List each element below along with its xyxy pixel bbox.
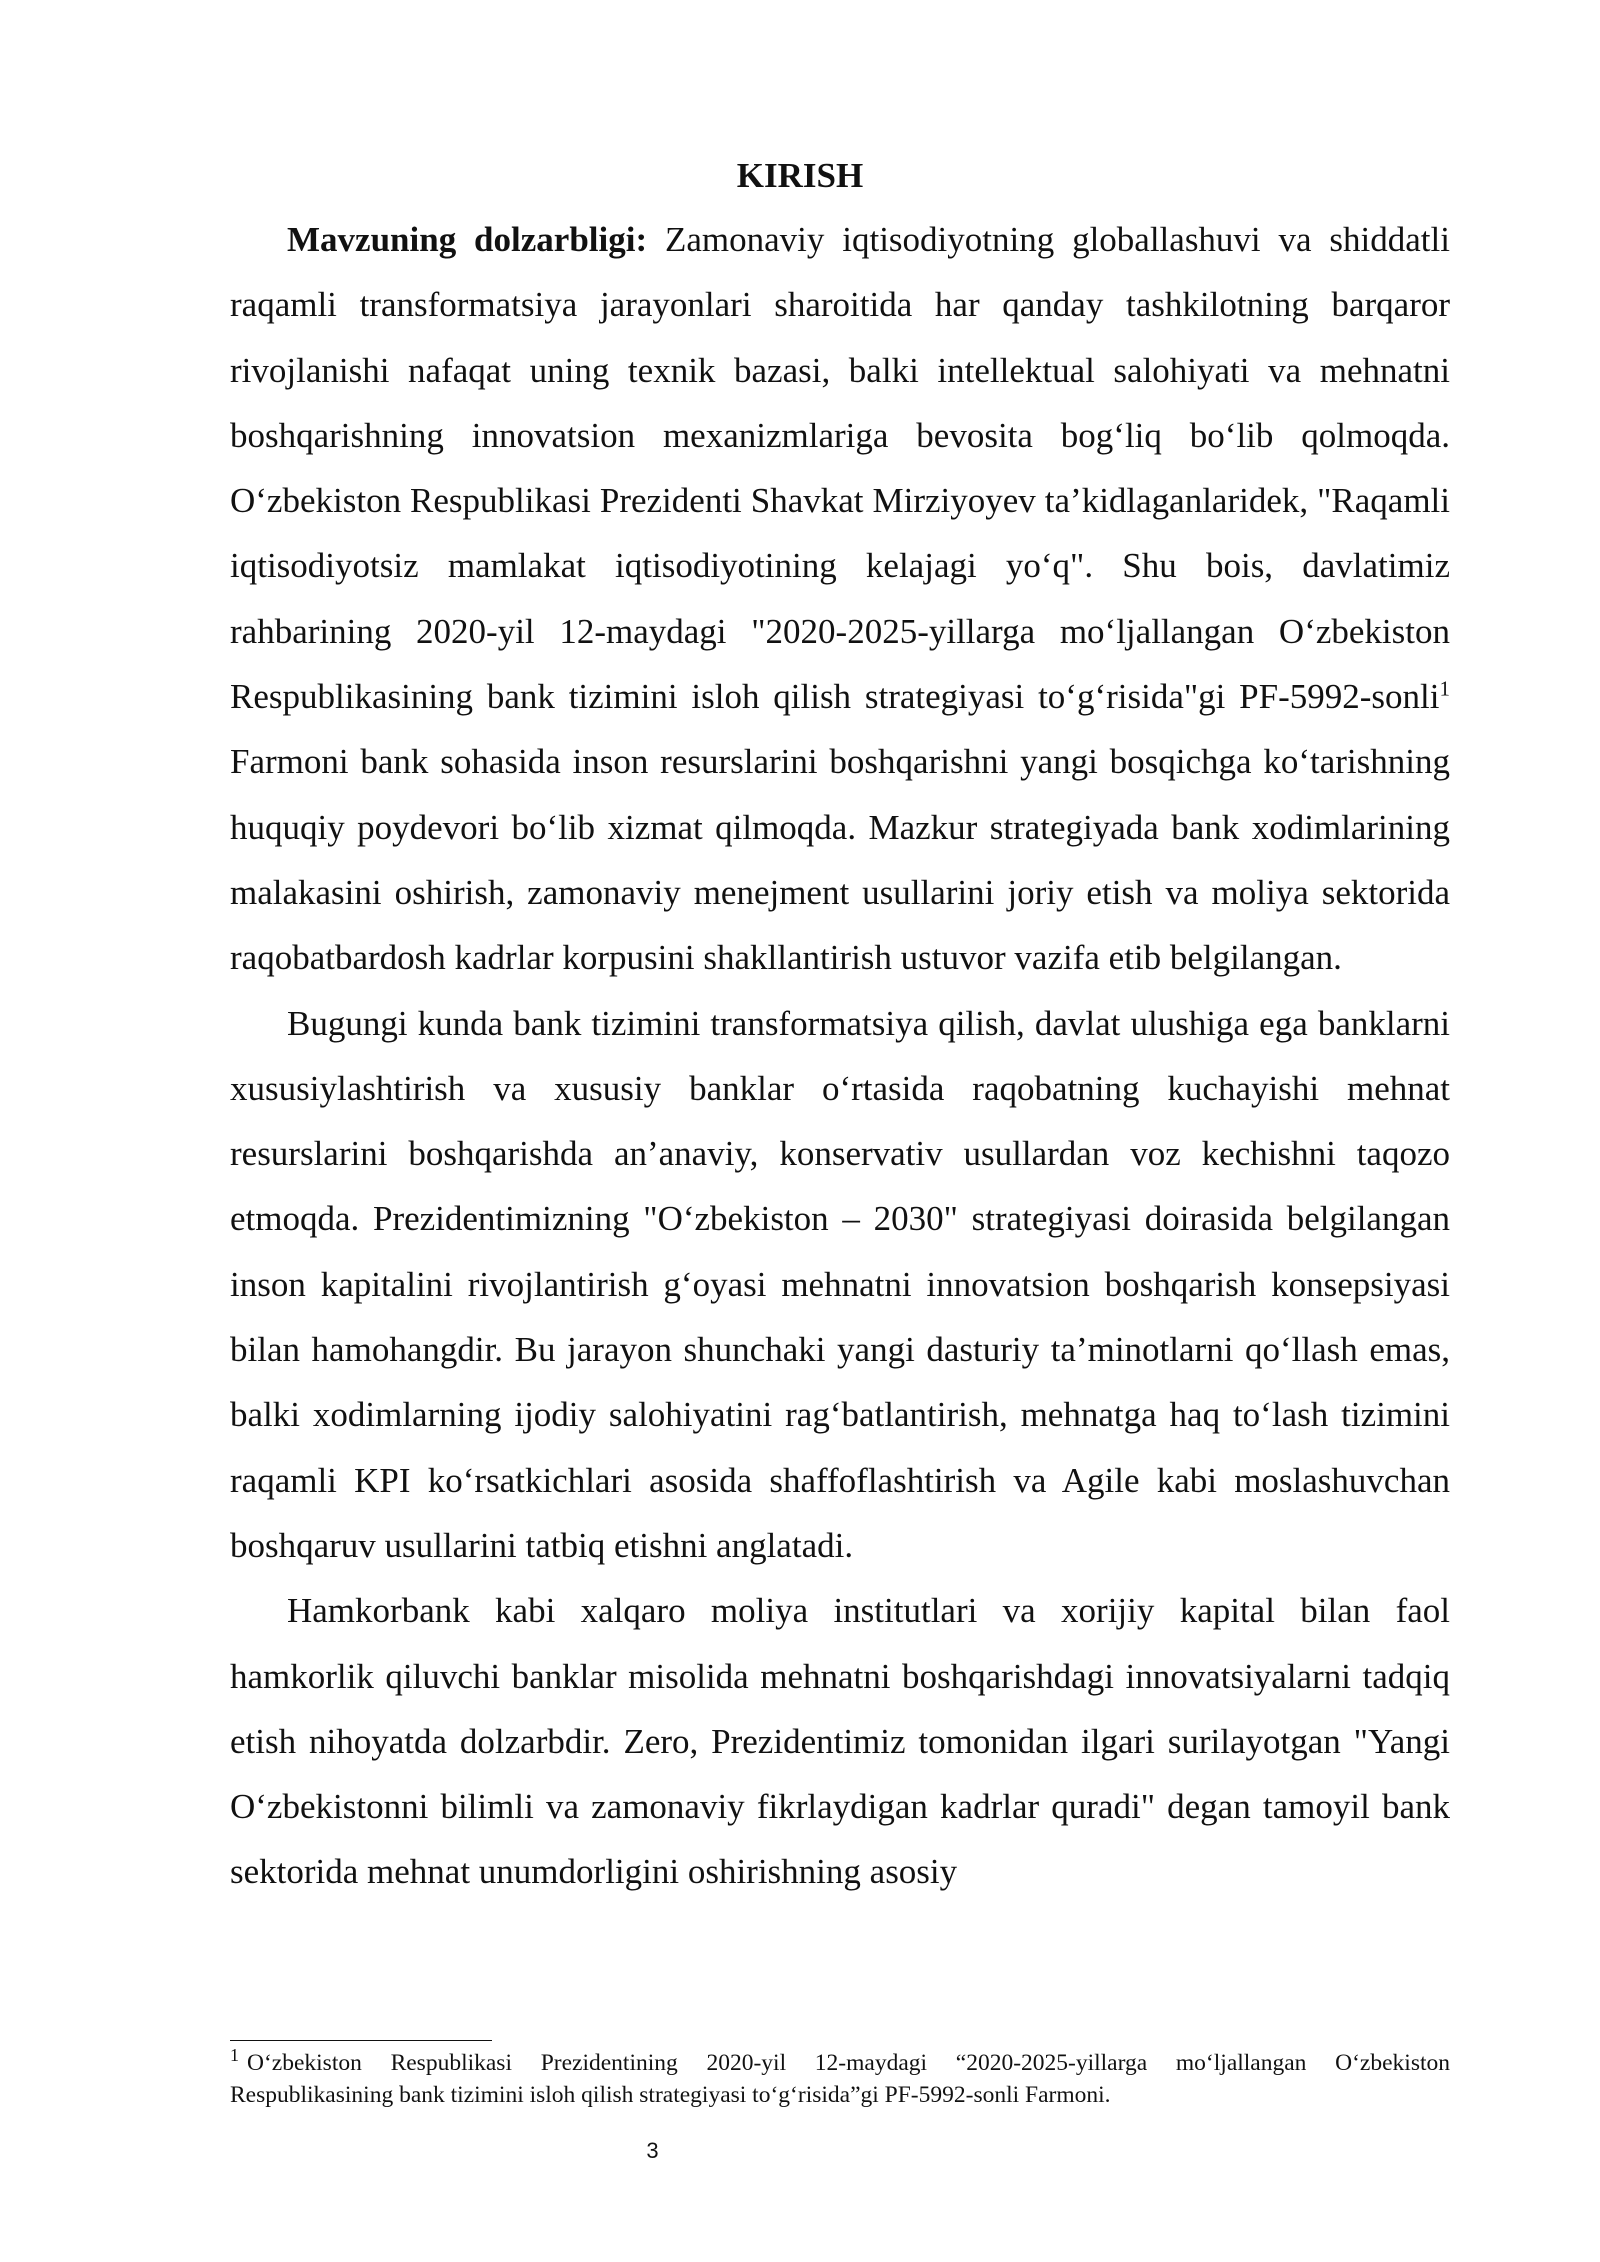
body-text — [230, 207, 1450, 1905]
page-number: 3 — [646, 2138, 659, 2163]
paragraph-text: Bugungi kunda bank tizimini transformatsiya qilish, davlat ulushiga ega banklarni xususiylashtirish va xususiy banklar o‘rtasida raqobatning kuchayishi mehnat resurslarini boshqarishda an’anaviy, konservativ usullardan voz kechishni taqozo etmoqda. Prezidentimizning "O‘zbekiston – 2030" strategiyasi doirasida belgilangan inson kapitalini rivojlantirish g‘oyasi mehnatni innovatsion boshqarish konsepsiyasi bilan hamohangdir. Bu jarayon shunchaki yangi dasturiy ta’minotlarni qo‘llash emas, balki xodimlarning ijodiy salohiyatini rag‘batlantirish, mehnatga haq to‘lash tizimini raqamli KPI ko‘rsatkichlari asosida shaffoflashtirish va Agile kabi moslashuvchan boshqaruv usullarini tatbiq etishni anglatadi. — [230, 1003, 1450, 1565]
paragraph-hamkorbank — [230, 1578, 1450, 1904]
footnote-text: O‘zbekiston Respublikasi Prezidentining 2020-yil 12-maydagi “2020-2025-yillarga mo‘ljallangan O‘zbekiston Respublikasining bank tizimini isloh qilish strategiyasi to‘g‘risida”gi PF-5992-sonli Farmoni. — [230, 2050, 1450, 2108]
paragraph-text: Zamonaviy iqtisodiyotning globallashuvi va shiddatli raqamli transformatsiya jarayonlari sharoitida har qanday tashkilotning barqaror rivojlanishi nafaqat uning texnik bazasi, balki intellektual salohiyati va mehnatni boshqarishning innovatsion mexanizmlariga bevosita bog‘liq bo‘lib qolmoqda. O‘zbekiston Respublikasi Prezidenti Shavkat Mirziyoyev ta’kidlaganlaridek, "Raqamli iqtisodiyotsiz mamlakat iqtisodiyotining kelajagi yo‘q". Shu bois, davlatimiz rahbarining 2020-yil 12-maydagi "2020-2025-yillarga mo‘ljallangan O‘zbekiston Respublikasining bank tizimini isloh qilish strategiyasi to‘g‘risida"gi PF-5992-sonli — [230, 220, 1450, 717]
footnote-mark: 1 — [230, 2045, 239, 2066]
footnote-reference[interactable]: 1 — [1439, 676, 1450, 701]
paragraph-lead: Mavzuning dolzarbligi: — [287, 220, 648, 259]
paragraph-text-continued: Farmoni bank sohasida inson resurslarini boshqarishni yangi bosqichga ko‘tarishning huquqiy poydevori bo‘lib xizmat qilmoqda. Mazkur strategiyada bank xodimlarining malakasini oshirish, zamonaviy menejment usullarini joriy etish va moliya sektorida raqobatbardosh kadrlar korpusini shakllantirish ustuvor vazifa etib belgilangan. — [230, 742, 1450, 978]
footnote — [230, 2047, 1450, 2111]
paragraph-text: Hamkorbank kabi xalqaro moliya institutlari va xorijiy kapital bilan faol hamkorlik qiluvchi banklar misolida mehnatni boshqarishdagi innovatsiyalarni tadqiq etish nihoyatda dolzarbdir. Zero, Prezidentimiz tomonidan ilgari surilayotgan "Yangi O‘zbekistonni bilimli va zamonaviy fikrlaydigan kadrlar quradi" degan tamoyil bank sektorida mehnat unumdorligini oshirishning asosiy — [230, 1591, 1450, 1892]
paragraph-relevance — [230, 207, 1450, 991]
paragraph-bank-transformation — [230, 991, 1450, 1579]
section-heading: KIRISH — [736, 156, 864, 195]
footnote-separator — [230, 2040, 492, 2041]
